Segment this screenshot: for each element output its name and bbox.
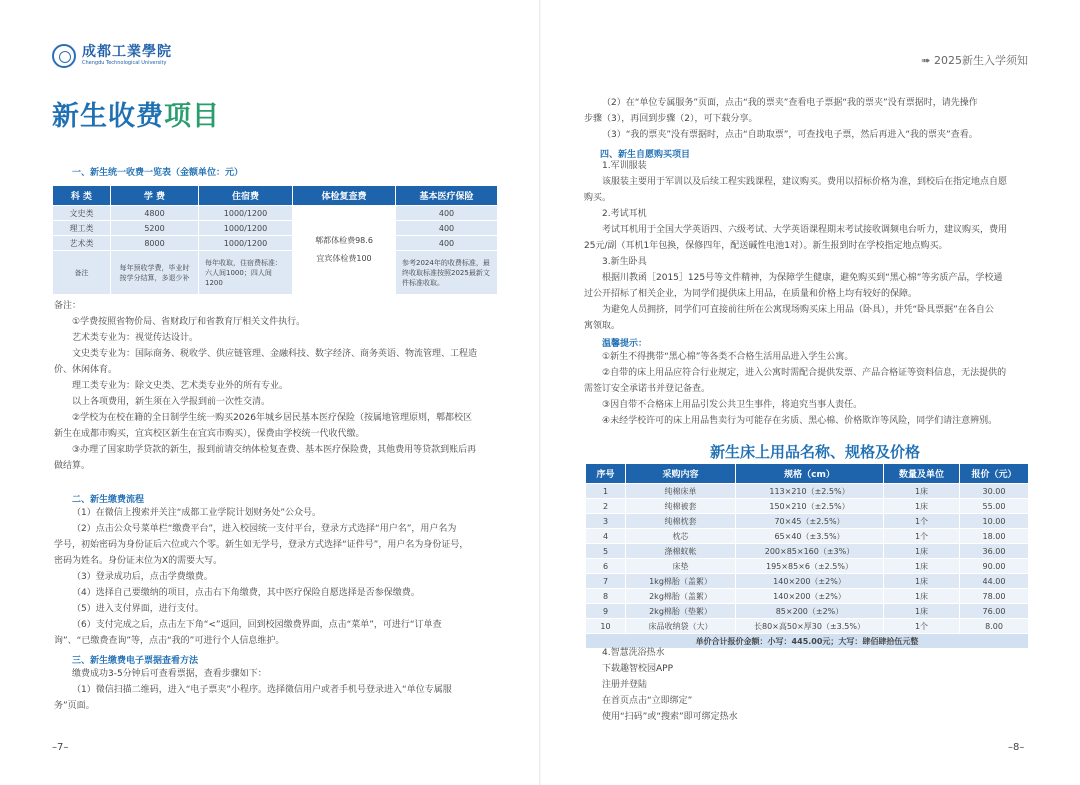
step-line: 缴费成功3-5分钟后可查看票据，查看步骤如下： (72, 669, 267, 679)
step-line: （2）点击公众号菜单栏“缴费平台”，进入校园统一支付平台，登录方式选择“用户名”，用户名为 (72, 524, 457, 534)
col-header: 学 费 (111, 186, 199, 206)
cell: 90.00 (960, 559, 1029, 574)
table-row (586, 529, 1029, 544)
note-line: 艺术类专业为：视觉传达设计。 (72, 333, 199, 343)
table-row (586, 559, 1029, 574)
cell: 8 (586, 589, 626, 604)
item-line: 购买。 (584, 193, 612, 203)
item-line: 3.新生卧具 (602, 257, 647, 267)
page-number: –7– (52, 742, 69, 753)
step-line: （4）选择自己要缴纳的项目，点击右下角缴费，其中医疗保险自愿选择是否参保缴费。 (72, 588, 420, 598)
cell: 36.00 (960, 544, 1029, 559)
col-header: 规格（cm） (736, 464, 884, 484)
step-line: 密码为姓名。身份证末位为X的需要大写。 (54, 556, 223, 566)
school-logo (52, 44, 172, 68)
cell: 6 (586, 559, 626, 574)
cell: 参考2024年的收费标准，最终收取标准按照2025最新文件标准收取。 (396, 251, 498, 295)
step-line: （5）进入支付界面，进行支付。 (72, 604, 204, 614)
item-line: 根据川教函［2015］125号等文件精神，为保障学生健康，避免购买到“黑心棉”等劣质产品，学校通 (602, 273, 1003, 283)
note-line: 价、休闲体育。 (54, 365, 118, 375)
fee-table (52, 185, 498, 295)
step-line: 注册并登陆 (602, 680, 648, 690)
cell: 艺术类 (53, 236, 111, 251)
cell: 1床 (884, 499, 960, 514)
col-header: 体检复查费 (293, 186, 396, 206)
cell: 140×200（±2%） (736, 574, 884, 589)
col-header: 报价（元） (960, 464, 1029, 484)
cell: 纯棉枕套 (626, 514, 736, 529)
cell: 枕芯 (626, 529, 736, 544)
note-line: 备注： (54, 301, 82, 311)
school-name-cn: 成都工業學院 (82, 44, 172, 60)
cell: 78.00 (960, 589, 1029, 604)
tip-line: ①新生不得携带“黑心棉”等各类不合格生活用品进入学生公寓。 (602, 352, 854, 362)
fee-table-title: 一、新生统一收费一览表（金额单位：元） (72, 168, 244, 178)
cell: 2 (586, 499, 626, 514)
item-line: 25元/副（耳机1年包换，保修四年，配送碱性电池1对）。新生报到时在学校指定地点购买。 (584, 241, 948, 251)
cell: 150×210（±2.5%） (736, 499, 884, 514)
item-line: 该服装主要用于军训以及后续工程实践课程，建议购买。费用以招标价格为准，到校后在指定地点自愿 (602, 177, 1008, 187)
step-line: （6）支付完成之后，点击左下角“<”返回，回到校园缴费界面，点击“菜单”，可进行“订单查 (72, 620, 442, 630)
cell: 70×45（±2.5%） (736, 514, 884, 529)
cell: 140×200（±2%） (736, 589, 884, 604)
cell: 纯棉床单 (626, 484, 736, 499)
cell: 理工类 (53, 221, 111, 236)
step-line: （3）登录成功后，点击学费缴费。 (72, 572, 213, 582)
page-title: 新生收费项目 (52, 101, 220, 132)
cell: 44.00 (960, 574, 1029, 589)
cell: 1床 (884, 559, 960, 574)
note-line: 做结算。 (54, 461, 91, 471)
tips-title: 温馨提示： (602, 339, 648, 349)
cell: 长80×高50×厚30（±3.5%） (736, 619, 884, 634)
bedding-table-body (586, 484, 1029, 649)
step-line: （1）微信扫描二维码，进入“电子票夹”小程序。选择微信用户或者手机号登录进入“单位专属服 (72, 685, 452, 695)
bedding-table-title: 新生床上用品名称、规格及价格 (710, 443, 921, 461)
table-row (586, 604, 1029, 619)
cell: 1000/1200 (199, 206, 293, 221)
exam-fee-cell: 郫都体检费98.6 宜宾体检费100 (293, 206, 396, 295)
cell: 195×85×6（±2.5%） (736, 559, 884, 574)
cell: 床品收纳袋（大） (626, 619, 736, 634)
table-row-note (53, 251, 498, 295)
col-header: 序号 (586, 464, 626, 484)
cell: 4 (586, 529, 626, 544)
cell: 3 (586, 514, 626, 529)
table-row (53, 221, 498, 236)
cell: 文史类 (53, 206, 111, 221)
cell: 1个 (884, 514, 960, 529)
item-line: 1.军训服装 (602, 161, 647, 171)
tips-list (584, 349, 1044, 429)
cell: 1床 (884, 574, 960, 589)
cell: 400 (396, 221, 498, 236)
note-line: ①学费按照省物价局、省财政厅和省教育厅相关文件执行。 (72, 317, 306, 327)
cell: 8000 (111, 236, 199, 251)
cell: 1000/1200 (199, 221, 293, 236)
step-line: 在首页点击“立即绑定” (602, 696, 693, 706)
fee-table-header (53, 186, 498, 206)
step-line: 学号，初始密码为身份证后六位或六个零。新生如无学号，登录方式选择“证件号”，用户名为身份证号， (54, 540, 469, 550)
cell: 1个 (884, 619, 960, 634)
fee-notes (54, 298, 514, 474)
col-header: 基本医疗保险 (396, 186, 498, 206)
table-row (53, 236, 498, 251)
tip-line: ④未经学校许可的床上用品售卖行为可能存在劣质、黑心棉、价格欺诈等风险，同学们请注意辨别。 (602, 416, 998, 426)
section-title-voluntary: 四、新生自愿购买项目 (600, 150, 691, 160)
table-row (586, 484, 1029, 499)
step-line: 步骤（3），再回到步骤（2），可下载分享。 (584, 114, 758, 124)
table-row (586, 544, 1029, 559)
note-line: 理工类专业为：除文史类、艺术类专业外的所有专业。 (72, 381, 289, 391)
cell: 76.00 (960, 604, 1029, 619)
note-line: ③办理了国家助学贷款的新生，报到前请交纳体检复查费、基本医疗保险费，其他费用等贷款到账后再 (72, 445, 477, 455)
cell: 8.00 (960, 619, 1029, 634)
col-header: 数量及单位 (884, 464, 960, 484)
bedding-table-header (586, 464, 1029, 484)
header-title: 2025新生入学须知 (934, 54, 1028, 67)
cell: 1床 (884, 604, 960, 619)
cell: 1床 (884, 589, 960, 604)
school-name-en: Chengdu Technological University (82, 60, 167, 66)
cell: 1000/1200 (199, 236, 293, 251)
step-line: 务”页面。 (54, 701, 95, 711)
table-row (53, 206, 498, 221)
cell: 400 (396, 236, 498, 251)
page-number: –8– (1008, 742, 1025, 753)
cell: 113×210（±2.5%） (736, 484, 884, 499)
cell: 备注 (53, 251, 111, 295)
cell: 4800 (111, 206, 199, 221)
col-header: 科 类 (53, 186, 111, 206)
cell: 1kg棉胎（盖絮） (626, 574, 736, 589)
hot-water-steps (584, 645, 1024, 725)
cell: 30.00 (960, 484, 1029, 499)
cell: 200×85×160（±3%） (736, 544, 884, 559)
item-line: 为避免人员拥挤，同学们可直接前往所在公寓现场购买床上用品（卧具），并凭“卧具票据”在各自公 (602, 305, 994, 315)
item-line: 寓领取。 (584, 321, 621, 331)
receipt-steps-cont (584, 95, 1044, 143)
payment-steps (54, 505, 514, 649)
cell: 1床 (884, 544, 960, 559)
cell: 18.00 (960, 529, 1029, 544)
section-title-receipt: 三、新生缴费电子票据查看方法 (72, 656, 199, 666)
bedding-table (585, 463, 1029, 649)
cell: 1床 (884, 484, 960, 499)
note-line: 文史类专业为：国际商务、税收学、供应链管理、金融科技、数字经济、商务英语、物流管理、工程造 (72, 349, 478, 359)
tip-line: ②自带的床上用品应符合行业规定，进入公寓时需配合提供发票、产品合格证等资料信息，无法提供的 (602, 368, 1007, 378)
step-line: 下载趣智校园APP (602, 664, 674, 674)
col-header: 住宿费 (199, 186, 293, 206)
table-row (586, 574, 1029, 589)
cell: 65×40（±3.5%） (736, 529, 884, 544)
school-seal-icon (52, 44, 76, 68)
section-title-payment: 二、新生缴费流程 (72, 495, 145, 505)
section-header (921, 52, 1028, 68)
tip-line: 需签订安全承诺书并登记备查。 (584, 384, 711, 394)
cell: 涤棉蚊帐 (626, 544, 736, 559)
cell: 每年收取，住宿费标准：六人间1000；四人间1200 (199, 251, 293, 295)
tip-line: ③因自带不合格床上用品引发公共卫生事件，将追究当事人责任。 (602, 400, 863, 410)
item-line: 过公开招标了相关企业，为同学们提供床上用品，在质量和价格上均有较好的保障。 (584, 289, 918, 299)
step-line: （2）在“单位专属服务”页面，点击“我的票夹”查看电子票据“我的票夹”没有票据时，请先操作 (602, 98, 978, 108)
total-cell: 单价合计报价金额：小写：445.00元；大写：肆佰肆拾伍元整 (586, 634, 1029, 649)
step-line: 询”、“已缴费查询”等，点击“我的”可进行个人信息维护。 (54, 636, 285, 646)
cell: 2kg棉胎（垫絮） (626, 604, 736, 619)
cell: 9 (586, 604, 626, 619)
step-line: 使用“扫码”或“搜索”即可绑定热水 (602, 712, 738, 722)
cell: 55.00 (960, 499, 1029, 514)
cell: 2kg棉胎（盖絮） (626, 589, 736, 604)
cell: 1 (586, 484, 626, 499)
cell: 85×200（±2%） (736, 604, 884, 619)
table-row (586, 619, 1029, 634)
voluntary-items (584, 158, 1044, 334)
cell: 10.00 (960, 514, 1029, 529)
step-line: （3）“我的票夹”没有票据时，点击“自助取票”，可查找电子票，然后再进入“我的票夹”查看。 (602, 130, 978, 140)
cell: 5200 (111, 221, 199, 236)
cell: 400 (396, 206, 498, 221)
cell: 5 (586, 544, 626, 559)
step-line: 4.智慧洗浴热水 (602, 648, 665, 658)
table-row (586, 589, 1029, 604)
step-line: （1）在微信上搜索并关注“成都工业学院计划财务处”公众号。 (72, 508, 322, 518)
note-line: 新生在成都市购买，宜宾校区新生在宜宾市购买），保费由学校统一代收代缴。 (54, 429, 365, 439)
note-line: 以上各项费用，新生须在入学报到前一次性交清。 (72, 397, 271, 407)
col-header: 采购内容 (626, 464, 736, 484)
item-line: 2.考试耳机 (602, 209, 647, 219)
item-line: 考试耳机用于全国大学英语四、六级考试、大学英语课程期末考试接收调频电台听力，建议购买，费用 (602, 225, 1008, 235)
cell: 1个 (884, 529, 960, 544)
cell: 10 (586, 619, 626, 634)
table-row (586, 499, 1029, 514)
cell: 纯棉被套 (626, 499, 736, 514)
cell: 床垫 (626, 559, 736, 574)
note-line: ②学校为在校在籍的全日制学生统一购买2026年城乡居民基本医疗保险（按属地管理原则，郫都校区 (72, 413, 472, 423)
cell: 每年预收学费，毕业时按学分结算，多退少补 (111, 251, 199, 295)
receipt-steps (54, 666, 514, 714)
double-arrow-icon: ➠ (921, 54, 931, 67)
table-row (586, 514, 1029, 529)
cell: 7 (586, 574, 626, 589)
